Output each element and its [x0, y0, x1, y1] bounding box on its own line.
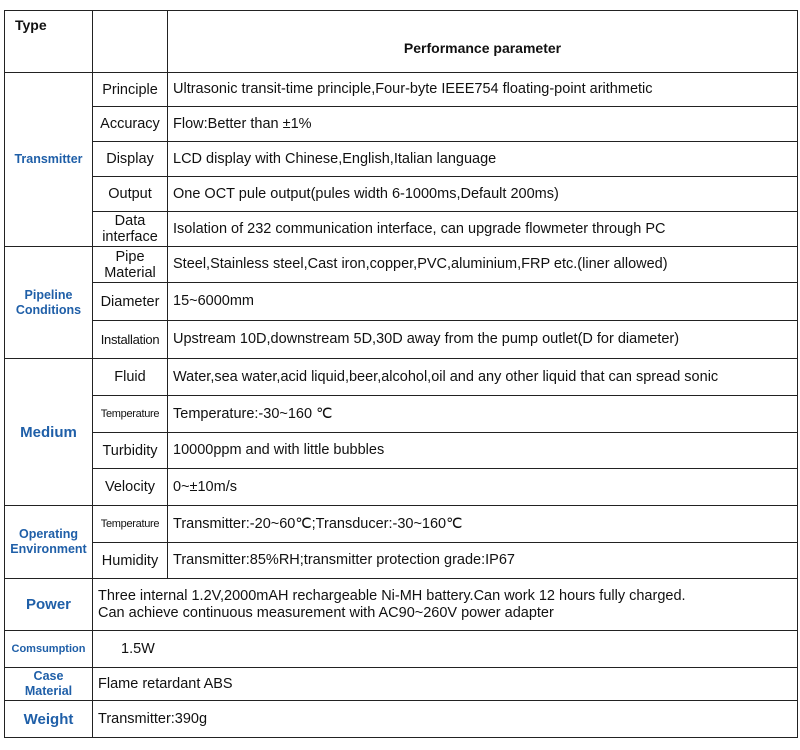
row-value: Steel,Stainless steel,Cast iron,copper,PVC,aluminium,FRP etc.(liner allowed): [168, 247, 798, 283]
row-label: Display: [93, 142, 168, 177]
row-value: Isolation of 232 communication interface, can upgrade flowmeter through PC: [168, 212, 798, 247]
category-line: Conditions: [15, 302, 82, 317]
category-operating: [5, 506, 93, 579]
row-value: Transmitter:-20~60℃;Transducer:-30~160℃: [168, 506, 798, 543]
header-row: [5, 11, 798, 73]
category-line: Pipeline: [24, 287, 73, 302]
row-value: Upstream 10D,downstream 5D,30D away from the pump outlet(D for diameter): [168, 321, 798, 359]
row-label: Principle: [93, 73, 168, 107]
table-row: [5, 668, 798, 701]
table-row: [5, 142, 798, 177]
table-row: [5, 701, 798, 738]
row-label-line: Pipe: [115, 248, 145, 265]
row-value: Water,sea water,acid liquid,beer,alcohol,oil and any other liquid that can spread sonic: [168, 359, 798, 396]
category-weight: Weight: [5, 701, 93, 738]
category-line: Operating: [18, 527, 79, 541]
table-row: [5, 283, 798, 321]
row-label: Turbidity: [93, 433, 168, 469]
row-value: Temperature:-30~160 ℃: [168, 396, 798, 433]
row-label: Accuracy: [93, 107, 168, 142]
row-value: 15~6000mm: [168, 283, 798, 321]
category-line: Environment: [10, 542, 87, 556]
table-row: [5, 177, 798, 212]
category-consumption: Comsumption: [5, 631, 93, 668]
row-label: Velocity: [93, 469, 168, 506]
table-row: [5, 321, 798, 359]
row-label-line: interface: [102, 229, 158, 245]
table-row: [5, 433, 798, 469]
category-transmitter: Transmitter: [5, 73, 93, 247]
table-row: [5, 506, 798, 543]
row-value: 10000ppm and with little bubbles: [168, 433, 798, 469]
row-value: Transmitter:85%RH;transmitter protection grade:IP67: [168, 543, 798, 579]
table-row: [5, 396, 798, 433]
row-value: One OCT pule output(pules width 6-1000ms,Default 200ms): [168, 177, 798, 212]
category-pipeline: [5, 247, 93, 359]
power-line: Can achieve continuous measurement with AC90~260V power adapter: [98, 604, 554, 621]
table-row: [5, 469, 798, 506]
category-line: Case: [33, 669, 64, 683]
table-row: [5, 107, 798, 142]
table-row: [5, 212, 798, 247]
row-value: Ultrasonic transit-time principle,Four-byte IEEE754 floating-point arithmetic: [168, 73, 798, 107]
row-value: Flow:Better than ±1%: [168, 107, 798, 142]
table-row: [5, 579, 798, 631]
row-label-line: Data: [114, 213, 146, 229]
row-label: Humidity: [93, 543, 168, 579]
row-label: Temperature: [93, 396, 168, 433]
spec-table: [4, 10, 798, 738]
category-power: Power: [5, 579, 93, 631]
header-spacer: [93, 11, 168, 73]
row-label: [93, 247, 168, 283]
row-value: 0~±10m/s: [168, 469, 798, 506]
table-row: [5, 359, 798, 396]
table-row: [5, 543, 798, 579]
row-label: Fluid: [93, 359, 168, 396]
table-row: [5, 247, 798, 283]
row-value: Transmitter:390g: [93, 701, 798, 738]
row-label: Output: [93, 177, 168, 212]
row-label: Installation: [93, 321, 168, 359]
table-row: [5, 631, 798, 668]
row-label: [93, 212, 168, 247]
row-value: Flame retardant ABS: [93, 668, 798, 701]
row-value: 1.5W: [93, 631, 798, 668]
category-line: Material: [24, 684, 73, 698]
row-label-line: Material: [104, 264, 156, 281]
power-line: Three internal 1.2V,2000mAH rechargeable Ni-MH battery.Can work 12 hours fully charged.: [98, 587, 686, 604]
row-label: Diameter: [93, 283, 168, 321]
category-case-material: [5, 668, 93, 701]
table-row: [5, 73, 798, 107]
row-label: Temperature: [93, 506, 168, 543]
type-header: Type: [5, 11, 93, 73]
row-value: LCD display with Chinese,English,Italian language: [168, 142, 798, 177]
row-value: [93, 579, 798, 631]
performance-header: Performance parameter: [168, 11, 798, 73]
category-medium: Medium: [5, 359, 93, 506]
